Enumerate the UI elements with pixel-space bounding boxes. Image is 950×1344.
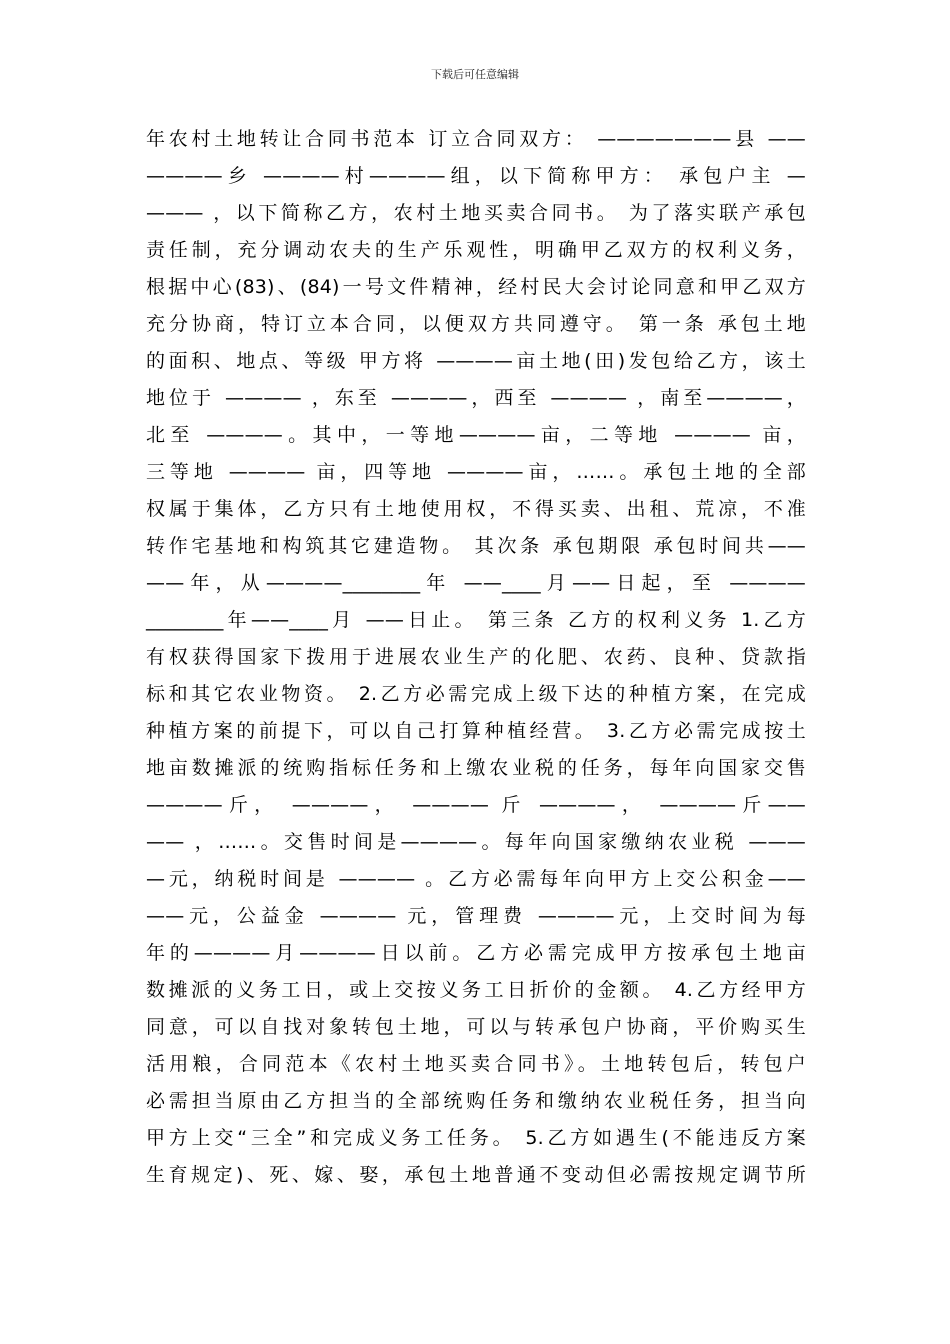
text-line: 年的————月————日以前。乙方必需完成甲方按承包土地亩 [146,942,806,964]
text-line: 标和其它农业物资。 2.乙方必需完成上级下达的种植方案，在完成 [146,683,806,705]
text-line: 有权获得国家下拨用于进展农业生产的化肥、农药、良种、贷款指 [146,646,806,668]
text-line: 地位于 ———— ，东至 ————，西至 ———— ，南至————， [146,387,806,409]
text-line: ________年——____月 ——日止。 第三条 乙方的权利义务 1.乙方 [146,609,806,631]
text-line: —元，纳税时间是 ———— 。乙方必需每年向甲方上交公积金—— [146,868,806,890]
text-line: 活用粮，合同范本《农村土地买卖合同书》。土地转包后，转包户 [146,1053,806,1075]
text-line: 权属于集体，乙方只有土地使用权，不得买卖、出租、荒凉，不准 [146,498,806,520]
contract-body [146,126,806,1199]
text-line: ————乡 ————村————组，以下简称甲方： 承包户主 — [146,165,806,187]
text-line: 同意，可以自找对象转包土地，可以与转承包户协商，平价购买生 [146,1016,806,1038]
text-line: 的面积、地点、等级 甲方将 ————亩土地(田)发包给乙方，该土 [146,350,806,372]
text-line: 转作宅基地和构筑其它建造物。 其次条 承包期限 承包时间共—— [146,535,806,557]
text-line: —— ，……。交售时间是————。每年向国家缴纳农业税 ——— [146,831,806,853]
text-line: 责任制，充分调动农夫的生产乐观性，明确甲乙双方的权利义务， [146,239,806,261]
text-line: 数摊派的义务工日，或上交按义务工日折价的金额。 4.乙方经甲方 [146,979,806,1001]
text-line: 根据中心(83)、(84)一号文件精神，经村民大会讨论同意和甲乙双方 [146,276,806,298]
page-header: 下载后可任意编辑 [431,68,519,81]
text-line: ——元，公益金 ———— 元，管理费 ————元，上交时间为每 [146,905,806,927]
text-line: ——— ，以下简称乙方，农村土地买卖合同书。 为了落实联产承包 [146,202,806,224]
text-line: 三等地 ———— 亩，四等地 ————亩，……。承包土地的全部 [146,461,806,483]
text-line: 充分协商，特订立本合同，以便双方共同遵守。 第一条 承包土地 [146,313,806,335]
text-line: 地亩数摊派的统购指标任务和上缴农业税的任务，每年向国家交售 [146,757,806,779]
text-line: 种植方案的前提下，可以自己打算种植经营。 3.乙方必需完成按土 [146,720,806,742]
text-line: 北至 ————。其中，一等地————亩，二等地 ———— 亩， [146,424,806,446]
text-line: 必需担当原由乙方担当的全部统购任务和缴纳农业税任务，担当向 [146,1090,806,1112]
text-line: 甲方上交“三全”和完成义务工任务。 5.乙方如遇生(不能违反方案 [146,1127,806,1149]
text-line: 生育规定)、死、嫁、娶，承包土地普通不变动但必需按规定调节所 [146,1164,806,1186]
text-line: ————斤， ————， ———— 斤 ————， ————斤—— [146,794,806,816]
text-line: 年农村土地转让合同书范本 订立合同双方： ———————县 —— [146,128,806,150]
text-line: ——年，从————________年 ——____月——日起，至 ———— [146,572,806,594]
